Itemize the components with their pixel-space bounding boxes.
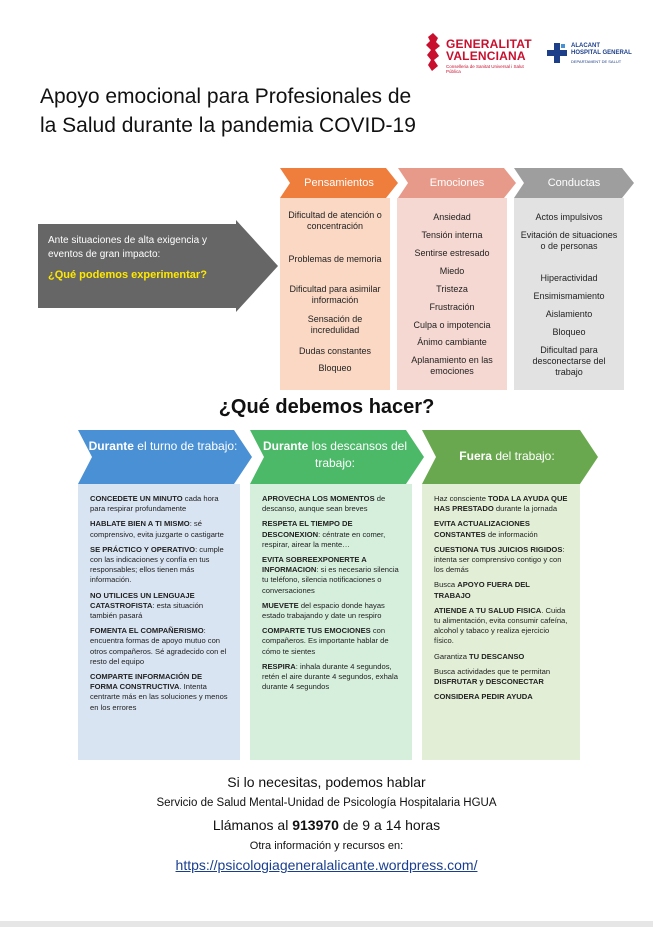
list-item: SE PRÁCTICO Y OPERATIVO: cumple con las indicaciones y confía en tus responsables; ellos tienen más información. <box>90 544 224 585</box>
column-conductas <box>514 198 624 390</box>
column-fuera-trabajo <box>422 484 580 760</box>
list-item: EVITA SOBREEXPONERTE A INFORMACION: si es necesario silencia tu teléfono, silencia notificaciones o conversaciones <box>262 555 399 595</box>
list-item: RESPETA EL TIEMPO DE DESCONEXION: céntrate en comer, respirar, airear la mente… <box>262 519 386 549</box>
list-item: Sentirse estresado <box>414 248 490 258</box>
phone-number[interactable]: 913970 <box>292 817 339 833</box>
generalitat-valenciana-logo <box>424 30 534 78</box>
list-item: CONCEDETE UN MINUTO cada hora para respirar profundamente <box>90 494 219 514</box>
medical-cross-icon <box>546 42 568 64</box>
list-item: Aislamiento <box>545 309 593 319</box>
list-item: Aplanamiento en las emociones <box>411 355 493 376</box>
intro-arrow <box>38 220 278 312</box>
crest-icon <box>424 32 442 72</box>
column-pensamientos <box>280 198 390 390</box>
list-item: HABLATE BIEN A TI MISMO: sé comprensivo, evita juzgarte o castigarte <box>90 519 224 539</box>
list-item: Tensión interna <box>421 230 483 240</box>
list-item: Garantiza TU DESCANSO <box>434 651 525 661</box>
resources-link[interactable]: https://psicologiageneralalicante.wordpress.com/ <box>175 857 478 873</box>
list-item: Evitación de situaciones o de personas <box>520 230 618 251</box>
list-item: Hiperactividad <box>540 273 598 283</box>
list-item: Busca actividades que te permitan DISFRUTAR y DESCONECTAR <box>434 666 551 687</box>
list-item: Haz consciente TODA LA AYUDA QUE HAS PRESTADO durante la jornada <box>434 494 568 514</box>
page-title: Apoyo emocional para Profesionales de la Salud durante la pandemia COVID-19 <box>40 85 416 137</box>
list-item: CUESTIONA TUS JUICIOS RIGIDOS: intenta ser comprensivo contigo y con los demás <box>434 544 565 575</box>
column-durante-turno <box>78 484 240 760</box>
gv-name-line-1: GENERALITAT <box>446 37 532 51</box>
list-item: FOMENTA EL COMPAÑERISMO: encuentra formas de apoyo mutuo con otros compañeros. Sé agradecido con el resto del equipo <box>90 626 227 666</box>
hospital-general-logo <box>546 40 636 70</box>
list-item: RESPIRA: inhala durante 4 segundos, retén el aire durante 4 segundos, exhala durante 4 segundos <box>262 661 398 692</box>
list-item: Sensación de incredulidad <box>307 314 363 335</box>
intro-text: Ante situaciones de alta exigencia y eventos de gran impacto: <box>48 235 207 260</box>
list-item: CONSIDERA PEDIR AYUDA <box>434 692 533 702</box>
column-emociones <box>397 198 507 390</box>
list-item: Tristeza <box>436 284 468 294</box>
list-item: Actos impulsivos <box>535 212 603 222</box>
gv-subtitle: Conselleria de Sanitat Universal i Salut Pública <box>446 64 524 74</box>
header-fuera-trabajo: Fuera del trabajo: <box>422 430 598 484</box>
section-title: ¿Qué debemos hacer? <box>218 396 435 418</box>
list-item: Dudas constantes <box>298 346 372 356</box>
list-item: COMPARTE TUS EMOCIONES con compañeros. Es importante hablar de cómo te sientes <box>262 626 389 656</box>
list-item: Ánimo cambiante <box>417 337 487 347</box>
footer-phone-line: Llámanos al 913970 de 9 a 14 horas <box>212 817 441 833</box>
list-item: APROVECHA LOS MOMENTOS de descanso, aunque sean breves <box>262 494 386 514</box>
footer-line-1: Si lo necesitas, podemos hablar <box>227 774 426 790</box>
header-conductas: Conductas <box>514 168 634 198</box>
header-pensamientos: Pensamientos <box>280 168 398 198</box>
footer-line-2: Servicio de Salud Mental-Unidad de Psicología Hospitalaria HGUA <box>156 797 497 809</box>
header-durante-descansos: Durante los descansos del trabajo: <box>250 430 424 484</box>
list-item: EVITA ACTUALIZACIONES CONSTANTES de información <box>434 519 538 539</box>
list-item: Dificultad para asimilar información <box>289 284 381 305</box>
list-item: Frustración <box>429 302 475 312</box>
list-item: Bloqueo <box>318 363 352 373</box>
list-item: Busca APOYO FUERA DEL TRABAJO <box>434 580 530 600</box>
header-durante-turno: Durante el turno de trabajo: <box>78 430 252 484</box>
hg-subtitle: DEPARTAMENT DE SALUT <box>571 59 622 64</box>
list-item: NO UTILICES UN LENGUAJE CATASTROFISTA: esta situación también pasará <box>90 590 204 621</box>
list-item: Ensimismamiento <box>533 291 605 301</box>
list-item: Bloqueo <box>552 327 586 337</box>
hg-name-line-2: HOSPITAL GENERAL <box>571 50 632 56</box>
hg-name-line-1: ALACANT <box>571 43 600 49</box>
bottom-divider <box>0 921 653 927</box>
intro-question: ¿Qué podemos experimentar? <box>48 269 207 281</box>
list-item: Ansiedad <box>433 212 471 222</box>
footer-line-4: Otra información y recursos en: <box>249 840 404 852</box>
list-item: Dificultad de atención o concentración <box>288 210 382 231</box>
list-item: Problemas de memoria <box>288 254 382 264</box>
list-item: COMPARTE INFORMACIÓN DE FORMA CONSTRUCTIVA. Intenta centrarte más en las soluciones y menos en los errores <box>90 672 228 712</box>
header-emociones: Emociones <box>398 168 516 198</box>
column-durante-descansos <box>250 484 412 760</box>
list-item: Culpa o impotencia <box>413 320 491 330</box>
gv-name-line-2: VALENCIANA <box>446 49 526 63</box>
list-item: Miedo <box>439 266 465 276</box>
list-item: Dificultad para desconectarse del trabajo <box>532 345 606 377</box>
list-item: MUEVETE del espacio donde hayas estado trabajando y date un respiro <box>262 600 385 621</box>
list-item: ATIENDE A TU SALUD FISICA. Cuida tu alimentación, evita consumir cafeína, alcohol y tabaco y realiza ejercicio físico. <box>434 605 568 646</box>
